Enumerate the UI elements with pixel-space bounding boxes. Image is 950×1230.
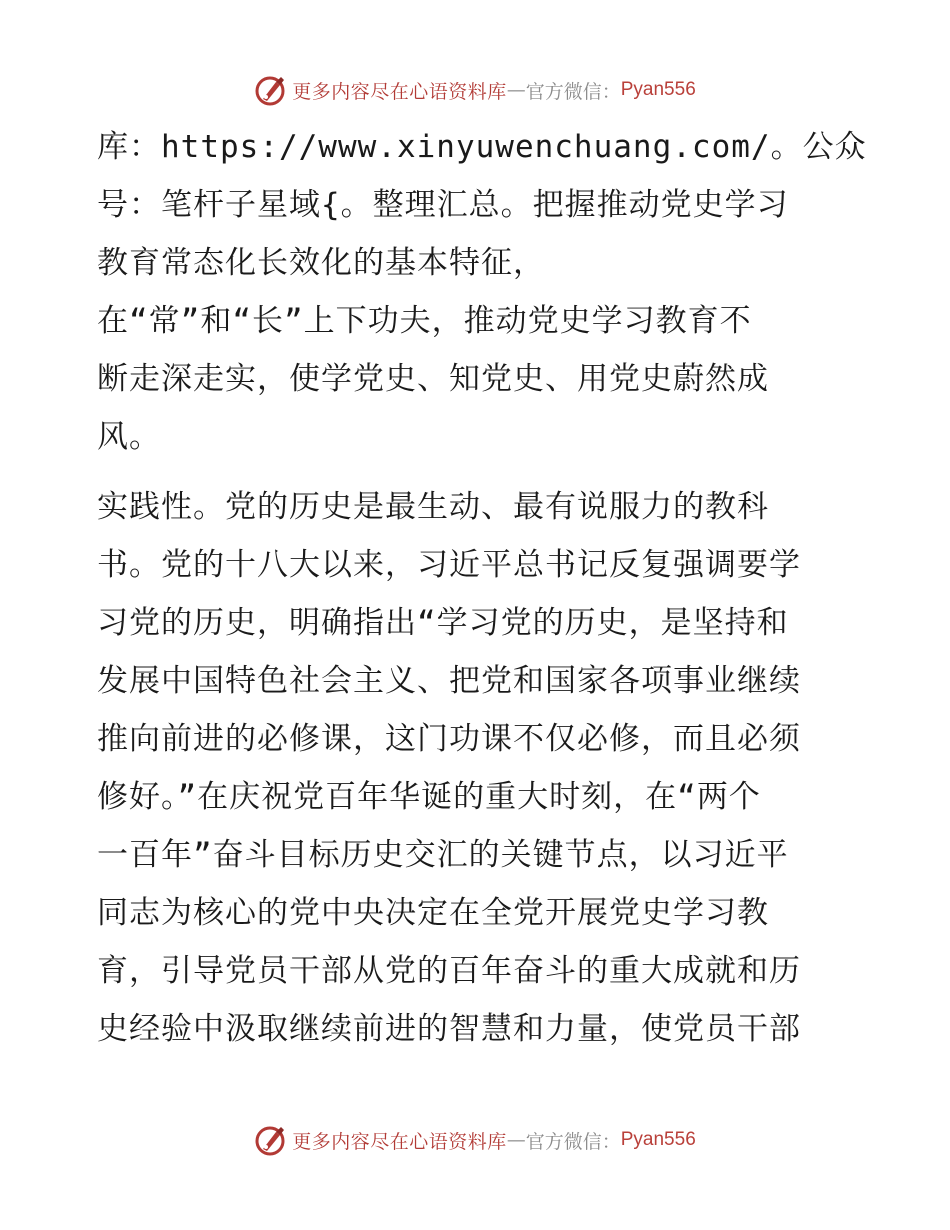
banner-wechat-label: 官方微信：: [525, 1130, 621, 1153]
banner-text: 更多内容尽在心语资料库: [292, 80, 507, 103]
text-line: 同志为核心的党中央决定在全党开展党史学习教: [97, 895, 769, 931]
banner-wechat-id: Pyan556: [620, 1129, 696, 1150]
banner-wechat-label: 官方微信：: [525, 80, 621, 103]
pen-logo-icon: [254, 73, 288, 107]
text-line: 风。: [97, 419, 161, 455]
pen-logo-icon: [254, 1123, 288, 1157]
footer-banner: [0, 1120, 950, 1160]
text-line: 育，引导党员干部从党的百年奋斗的重大成就和历: [97, 953, 801, 989]
banner-separator: —: [506, 79, 526, 101]
text-line: 库：https://www.xinyuwenchuang.com/。公众: [97, 129, 867, 165]
text-line: 修好。”在庆祝党百年华诞的重大时刻，在“两个: [97, 779, 761, 815]
banner-wechat-id: Pyan556: [620, 79, 696, 100]
banner-text: 更多内容尽在心语资料库: [292, 1130, 507, 1153]
text-line: 号：笔杆子星域{。整理汇总。把握推动党史学习: [97, 187, 789, 223]
text-line: 史经验中汲取继续前进的智慧和力量，使党员干部: [97, 1011, 801, 1047]
header-banner: [0, 70, 950, 110]
banner-separator: —: [506, 1129, 526, 1151]
text-line: 习党的历史，明确指出“学习党的历史，是坚持和: [97, 605, 789, 641]
document-body: [97, 118, 867, 1058]
text-line: 推向前进的必修课，这门功课不仅必修，而且必须: [97, 721, 801, 757]
text-line: 实践性。党的历史是最生动、最有说服力的教科: [97, 489, 769, 525]
text-line: 教育常态化长效化的基本特征，: [97, 245, 545, 281]
text-line: 在“常”和“长”上下功夫，推动党史学习教育不: [97, 303, 752, 339]
text-line: 一百年”奋斗目标历史交汇的关键节点，以习近平: [97, 837, 789, 873]
text-line: 发展中国特色社会主义、把党和国家各项事业继续: [97, 663, 801, 699]
paragraph-gap: [97, 466, 857, 478]
text-line: 断走深走实，使学党史、知党史、用党史蔚然成: [97, 361, 769, 397]
text-line: 书。党的十八大以来，习近平总书记反复强调要学: [97, 547, 801, 583]
